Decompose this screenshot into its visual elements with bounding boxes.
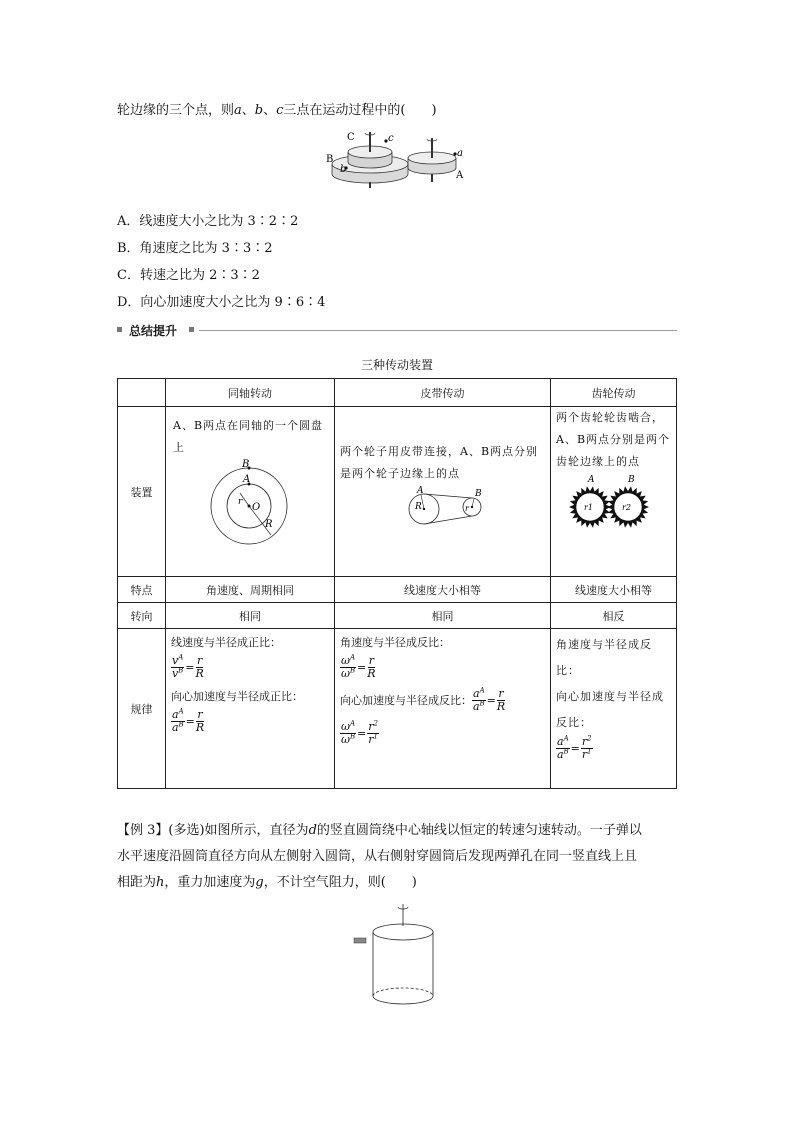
table-row-direction <box>118 603 677 629</box>
transmission-table <box>117 378 677 789</box>
gear-figure <box>566 473 656 531</box>
table-row-law <box>118 629 677 789</box>
formula-a-ratio-gear: $\frac{a^A}{a^B}$ = $\frac{r^2}{r^1}$ <box>556 734 592 761</box>
gear-point <box>627 485 630 488</box>
var-c: c <box>276 103 284 118</box>
row-label-direction: 转向 <box>118 603 166 629</box>
var-b: b <box>254 103 264 118</box>
label-a: a <box>457 148 463 159</box>
direction-coaxial: 相同 <box>166 603 335 629</box>
row-label-feature: 特点 <box>118 577 166 603</box>
formula-a-ratio-coaxial: $\frac{a^A}{a^B}$ = $\frac{r}{R}$ <box>171 707 205 734</box>
header-coaxial: 同轴转动 <box>166 379 335 407</box>
gear-label-r1: r1 <box>584 503 593 512</box>
table-header-row <box>118 379 677 407</box>
direction-gear: 相反 <box>551 603 677 629</box>
svg-text:R: R <box>415 502 422 512</box>
formula-a-ratio-belt: $\frac{a^A}{a^B}$ = $\frac{r}{R}$ <box>472 686 506 713</box>
feature-coaxial: 角速度、周期相同 <box>166 577 335 603</box>
law-belt: 角速度与半径成反比： $\frac{\omega^A}{\omega^B}$ = $\frac{r}{R}$ 向心加速度与半径成反比： $\frac{a^A}{a^B}$ = $\frac{r}{R}$ $\frac{\omega^A}{\omega^B}$ = $\frac{r^2}{r^1}$ <box>335 629 551 789</box>
var-a: a <box>234 103 242 118</box>
feature-gear: 线速度大小相等 <box>551 577 677 603</box>
svg-text:A: A <box>243 474 251 485</box>
law-gear: 角速度与半径成反比： 向心加速度与半径成反比： $\frac{a^A}{a^B}$ = $\frac{r^2}{r^1}$ <box>551 629 677 789</box>
svg-text:A: A <box>588 475 595 485</box>
bullet-square-icon <box>117 327 122 332</box>
coaxial-figure <box>205 461 295 547</box>
direction-belt: 相同 <box>335 603 551 629</box>
svg-text:O: O <box>252 502 261 513</box>
example-line-2: 水平速度沿圆筒直径方向从左侧射入圆筒，从右侧射穿圆筒后发现两弹孔在同一竖直线上且 <box>117 849 638 864</box>
label-C: C <box>347 132 355 143</box>
example-line-3: 相距为h，重力加速度为g，不计空气阻力，则( ) <box>117 875 417 890</box>
svg-text:r: r <box>238 497 243 507</box>
option-d: D．向心加速度大小之比为 9∶6∶4 <box>117 295 326 310</box>
option-a: A．线速度大小之比为 3∶2∶2 <box>117 214 299 229</box>
formula-v-ratio: $\frac{v^A}{v^B}$ = $\frac{r}{R}$ <box>171 653 204 680</box>
label-A: A <box>456 170 464 181</box>
option-c: C．转速之比为 2∶3∶2 <box>117 268 260 283</box>
row-label-law: 规律 <box>118 629 166 789</box>
cell-device-belt: 两个轮子用皮带连接，A、B两点分别是两个轮子边缘上的点 A R B r <box>335 407 551 577</box>
table-caption: 三种传动装置 <box>360 358 433 372</box>
divider <box>199 330 677 331</box>
belt-figure <box>402 486 492 529</box>
wheels-figure <box>320 124 480 196</box>
gear-label-r2: r2 <box>622 503 631 512</box>
svg-text:A: A <box>417 486 424 496</box>
table-row-feature <box>118 577 677 603</box>
cell-device-gear: 两个齿轮轮齿啮合，A、B两点分别是两个齿轮边缘上的点 A B r1 r2 <box>551 407 677 577</box>
cylinder-figure <box>352 902 444 1008</box>
feature-belt: 线速度大小相等 <box>335 577 551 603</box>
cell-device-coaxial: A、B两点在同轴的一个圆盘上 B A r O R <box>166 407 335 577</box>
example-line-1: 【例 3】(多选)如图所示，直径为d的竖直圆筒绕中心轴线以恒定的转速匀速转动。一子弹以 <box>117 823 642 838</box>
header-belt: 皮带传动 <box>335 379 551 407</box>
gear-point <box>589 485 592 488</box>
formula-w-ratio: $\frac{\omega^A}{\omega^B}$ = $\frac{r}{R}$ <box>340 653 376 680</box>
summary-heading: 总结提升 <box>117 322 677 338</box>
row-label-device: 装置 <box>118 407 166 577</box>
bullet-square-icon <box>189 327 194 332</box>
table-row-device <box>118 407 677 577</box>
question-intro: 轮边缘的三个点，则a、b、c三点在运动过程中的( ) <box>117 103 437 118</box>
svg-text:B: B <box>242 459 250 470</box>
label-b: b <box>340 164 347 175</box>
formula-w-ratio-squared: $\frac{\omega^A}{\omega^B}$ = $\frac{r^2}{r^1}$ <box>340 719 378 746</box>
svg-text:r: r <box>465 504 469 513</box>
label-B: B <box>326 154 334 165</box>
header-gear: 齿轮传动 <box>551 379 677 407</box>
svg-text:B: B <box>475 489 482 499</box>
example-tag: 【例 3】 <box>117 823 169 838</box>
law-coaxial: 线速度与半径成正比： $\frac{v^A}{v^B}$ = $\frac{r}{R}$ 向心加速度与半径成正比： $\frac{a^A}{a^B}$ = $\frac{r}{R}$ <box>166 629 335 789</box>
option-b: B．角速度之比为 3∶3∶2 <box>117 241 273 256</box>
svg-text:B: B <box>628 475 635 485</box>
svg-text:R: R <box>265 519 273 530</box>
label-c: c <box>388 133 394 144</box>
bullet-icon <box>354 938 366 943</box>
